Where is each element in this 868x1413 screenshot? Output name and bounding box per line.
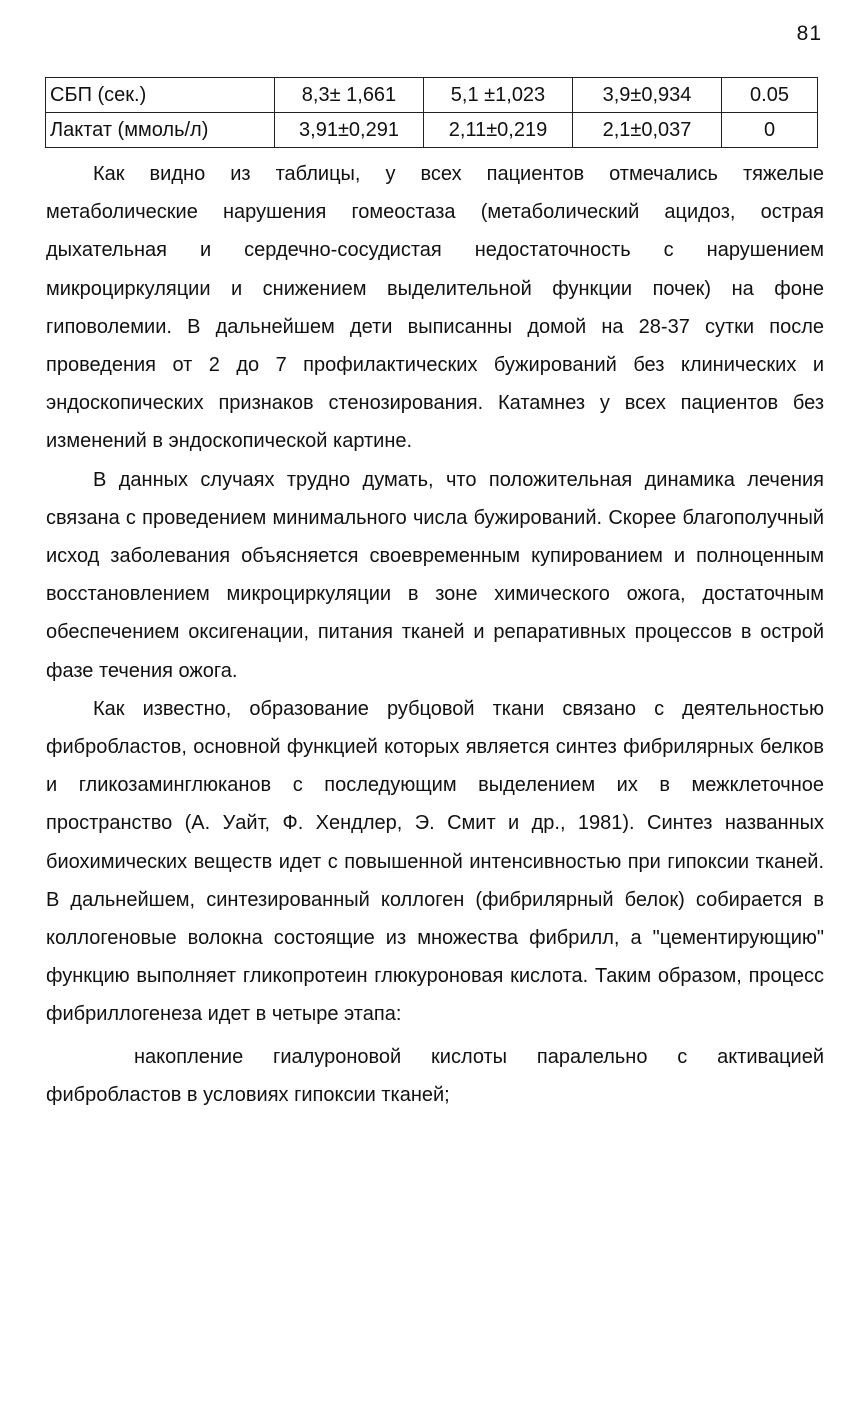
body-text [46,155,824,1114]
table-cell: 2,1±0,037 [573,113,722,148]
p-value-cell: 0 [722,113,818,148]
paragraph: Как известно, образование рубцовой ткани связано с деятельностью фибробластов, основной функцией которых является синтез фибрилярных белков и гликозаминглюканов с последующим выделением их в межклеточное пространство (А. Уайт, Ф. Хендлер, Э. Смит и др., 1981). Синтез названных биохимических веществ идет с повышенной интенсивностью при гипоксии тканей. В дальнейшем, синтезированный коллоген (фибрилярный белок) собирается в коллогеновые волокна состоящие из множества фибрилл, а "цементирующию" функцию выполняет гликопротеин глюкуроновая кислота. Таким образом, процесс фибриллогенеза идет в четыре этапа: [46,697,824,1026]
table-cell: 3,9±0,934 [573,78,722,113]
table-row [46,78,818,113]
table-row [46,113,818,148]
row-label: Лактат (ммоль/л) [46,113,275,148]
table-cell: 3,91±0,291 [275,113,424,148]
paragraph: накопление гиалуроновой кислоты паралельно с активацией фибробластов в условиях гипоксии тканей; [46,1045,824,1106]
table-cell: 8,3± 1,661 [275,78,424,113]
paragraph: Как видно из таблицы, у всех пациентов отмечались тяжелые метаболические нарушения гомеостаза (метаболический ацидоз, острая дыхательная и сердечно-сосудистая недостаточность с нарушением микроциркуляции и снижением выделительной функции почек) на фоне гиповолемии. В дальнейшем дети выписанны домой на 28-37 сутки после проведения от 2 до 7 профилактических бужирований без клинических и эндоскопических признаков стенозирования. Катамнез у всех пациентов без изменений в эндоскопической картине. [46,163,824,453]
paragraph: В данных случаях трудно думать, что положительная динамика лечения связана с проведением минимального числа бужирований. Скорее благополучный исход заболевания объясняется своевременным купированием и полноценным восстановлением микроциркуляции в зоне химического ожога, достаточным обеспечением оксигенации, питания тканей и репаративных процессов в острой фазе течения ожога. [46,468,824,682]
page-number: 81 [796,22,822,45]
p-value-cell: 0.05 [722,78,818,113]
table-cell: 2,11±0,219 [424,113,573,148]
data-table [45,77,818,148]
table-cell: 5,1 ±1,023 [424,78,573,113]
row-label: СБП (сек.) [46,78,275,113]
